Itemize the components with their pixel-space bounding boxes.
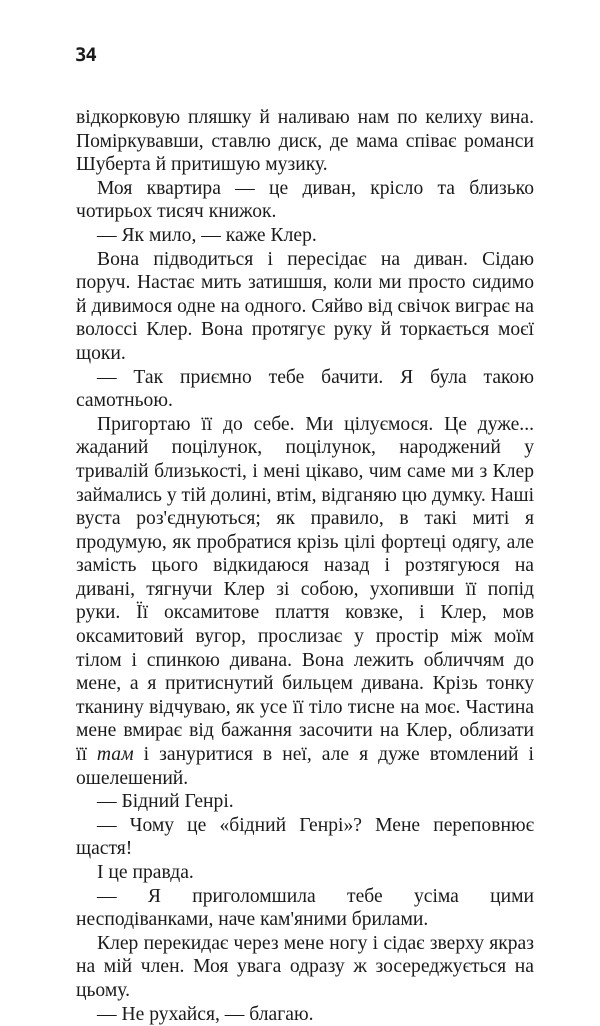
paragraph: — Як мило, — каже Клер. (97, 224, 317, 246)
paragraph: — Так приємно тебе бачити. Я була такою самотньою. (76, 366, 534, 412)
paragraph: І це правда. (97, 862, 194, 883)
paragraph: — Бідний Генрі. (97, 791, 234, 813)
emphasized-word: там (96, 744, 134, 766)
body-text (76, 106, 534, 1026)
paragraph: Клер перекидає через мене ногу і сідає зверху якраз на мій член. Моя увага одразу ж зосереджується на цьому. (76, 932, 534, 1001)
paragraph (76, 413, 534, 791)
page-number: 34 (75, 44, 96, 66)
paragraph: — Чому це «бідний Генрі»? Мене переповнює щастя! (76, 814, 534, 860)
paragraph: — Я приголомшила тебе усіма цими несподіванками, наче кам'яними брилами. (76, 885, 534, 931)
paragraph: Вона підводиться і пересідає на диван. Сідаю поруч. Настає мить затишшя, коли ми просто сидимо й дивимося одне на одного. Сяйво від свічок виграє на волоссі Клер. Вона протягує руку й торкається моєї щоки. (76, 248, 534, 364)
paragraph-text: і зануритися в неї, але я дуже втомлений і ошелешений. (76, 744, 534, 789)
paragraph: Моя квартира — це диван, крісло та близько чотирьох тисяч книжок. (76, 177, 534, 223)
paragraph: — Не рухайся, — благаю. (97, 1003, 314, 1025)
paragraph: відкорковую пляшку й наливаю нам по келиху вина. Поміркувавши, ставлю диск, де мама співає романси Шуберта й притишую музику. (76, 107, 534, 176)
paragraph-text: Пригортаю її до себе. Ми цілуємося. Це дуже... жаданий поцілунок, поцілунок, народжений у тривалій близькості, і мені цікаво, чим саме ми з Клер займались у тій долині, втім, відганяю цю думку. Наші вуста роз'єднуються; як правило, в такі миті я продумую, як пробратися крізь цілі фортеці одягу, але замість цього відкидаюся назад і розтягуюся на дивані, тягнучи Клер зі собою, ухопивши її попід руки. Її оксамитове плаття ковзке, і Клер, мов оксамитовий вугор, прослизає у простір між моїм тілом і спинкою дивана. Вона лежить обличчям до мене, а я притиснутий бильцем дивана. Крізь тонку тканину відчуваю, як усе її тіло тисне на моє. Частина мене вмирає від бажання засочити на Клер, облизати її (76, 413, 535, 766)
